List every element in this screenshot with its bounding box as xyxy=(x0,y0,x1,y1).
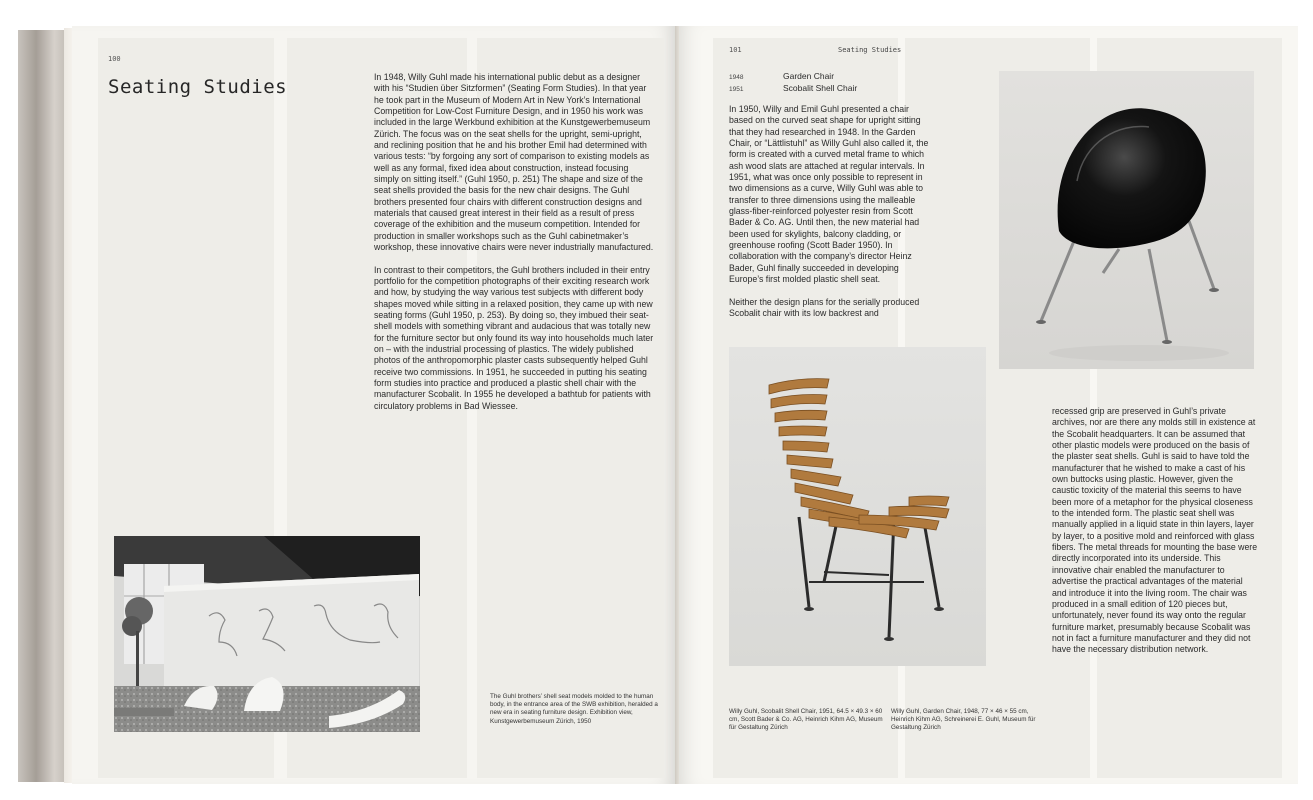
product-year: 1951 xyxy=(729,86,744,93)
garden-chair-photo xyxy=(729,347,986,666)
product-name: Garden Chair xyxy=(783,71,835,81)
page-number: 101 xyxy=(729,46,742,54)
product-year: 1948 xyxy=(729,74,744,81)
garden-chair-caption: Willy Guhl, Garden Chair, 1948, 77 × 46 × 55 cm, Heinrich Kihm AG, Schreinerei E. Guhl, Museum für Gestaltung Zürich xyxy=(891,708,1036,732)
scobalit-shell-chair-photo xyxy=(999,71,1254,369)
left-body-text xyxy=(374,72,654,423)
book-spine-edge xyxy=(18,30,70,782)
paragraph: In 1948, Willy Guhl made his international public debut as a designer with his “Studien über Sitzformen” (Seating Form Studies). In that year he took part in the Museum of Modern Art in New York’s International Competition for Low-Cost Furniture Design, and in 1950 his work was included in the large Werkbund exhibition at the Kunstgewerbemuseum Zürich. The focus was on the seat shells for the upright, semi-upright, and reclining position that he and his brother Emil had determined with various tests: “by forgoing any sort of comparison to existing models as well as any formal, fixed idea about construction, instead focusing simply on sitting itself.” (Guhl 1950, p. 251) The shape and size of the seat shells provided the basis for the new chair designs. The Guhl brothers presented four chairs with different construction designs and materials that caused great interest in their field as a result of press coverage of the exhibition and the museum competition. Intended for production in smaller workshops such as the Guhl cabinetmaker’s workshop, these innovative chairs were never industrially manufactured. xyxy=(374,72,654,253)
paragraph: Neither the design plans for the serially produced Scobalit chair with its low backrest and xyxy=(729,296,920,318)
page-title: Seating Studies xyxy=(108,76,288,98)
product-line xyxy=(729,83,857,93)
right-continued-text: recessed grip are preserved in Guhl’s private archives, nor are there any molds still in existence at the Scobalit headquarters. It can be assumed that other plastic models were produced on the basis of the plaster seat shells. Guhl is said to have told the manufacturer that he wished to make a cast of his own buttocks using plastic. However, given the caustic toxicity of the material this seems to have been more of a metaphor for the physical closeness to the intended form. The plastic seat shell was manually applied in a liquid state in thin layers, layer by layer, to a positive mold and reinforced with glass fibers. The metal threads for mounting the base were directly incorporated into its underside. This innovative chair enabled the manufacturer to advertise the practical advantages of the material and introduce it into the living room. The chair was produced in a small edition of 120 pieces but, unfortunately, never found its way onto the regular furniture market, presumably because Scobalit was not in fact a furniture manufacturer and they did not have the necessary distribution network. xyxy=(1052,406,1258,655)
running-head: Seating Studies xyxy=(838,46,902,54)
product-name: Scobalit Shell Chair xyxy=(783,83,858,93)
exhibition-caption: The Guhl brothers’ shell seat models molded to the human body, in the entrance area of the SWB exhibition, heralded a new era in seating furniture design. Exhibition view, Kunstgewerbemuseum Zürich, 1950 xyxy=(490,693,658,725)
paragraph: In contrast to their competitors, the Guhl brothers included in their entry portfolio for the competition photographs of their exciting research work and how, by studying the way various test subjects with different body shapes moved while sitting in a relaxed position, they came up with new seating forms (Guhl 1950, p. 253). By doing so, they imbued their seat-shell models with something vibrant and audacious that was totally new for the furniture sector but only found its way into households much later on – with the industrial processing of plastics. The widely published photos of the anthropomorphic plaster casts subsequently helped Guhl receive two commissions. In 1951, he succeeded in putting his seating form studies into practice and produced a plastic shell chair with the manufacturer Scobalit. In 1955 he developed a bathtub for patients with circulatory problems in Bad Wiessee. xyxy=(374,264,654,411)
paragraph: In 1950, Willy and Emil Guhl presented a chair based on the curved seat shape for upright sitting that they had researched in 1948. In the Garden Chair, or “Lättlistuhl” as Willy Guhl also called it, the form is created with a curved metal frame to which ash wood slats are attached at regular intervals. In 1951, what was once only possible to represent in two dimensions as a curve, Willy Guhl was able to transfer to three dimensions using the malleable glass-fiber-reinforced polyester resin from Scott Bader & Co. AG. Until then, the new material had been used for skylights, balcony cladding, or greenhouse roofing (Scott Bader 1950). In collaboration with the company’s director Heinz Bader, Guhl finally succeeded in developing Europe’s first molded plastic shell seat. xyxy=(729,104,929,285)
product-line xyxy=(729,71,834,81)
right-body-text xyxy=(729,104,929,330)
exhibition-photo xyxy=(114,536,420,732)
shell-chair-caption: Willy Guhl, Scobalit Shell Chair, 1951, 64.5 × 49.3 × 60 cm, Scott Bader & Co. AG, Heinrich Kihm AG, Museum für Gestaltung Zürich xyxy=(729,708,883,732)
page-number: 100 xyxy=(108,55,121,63)
